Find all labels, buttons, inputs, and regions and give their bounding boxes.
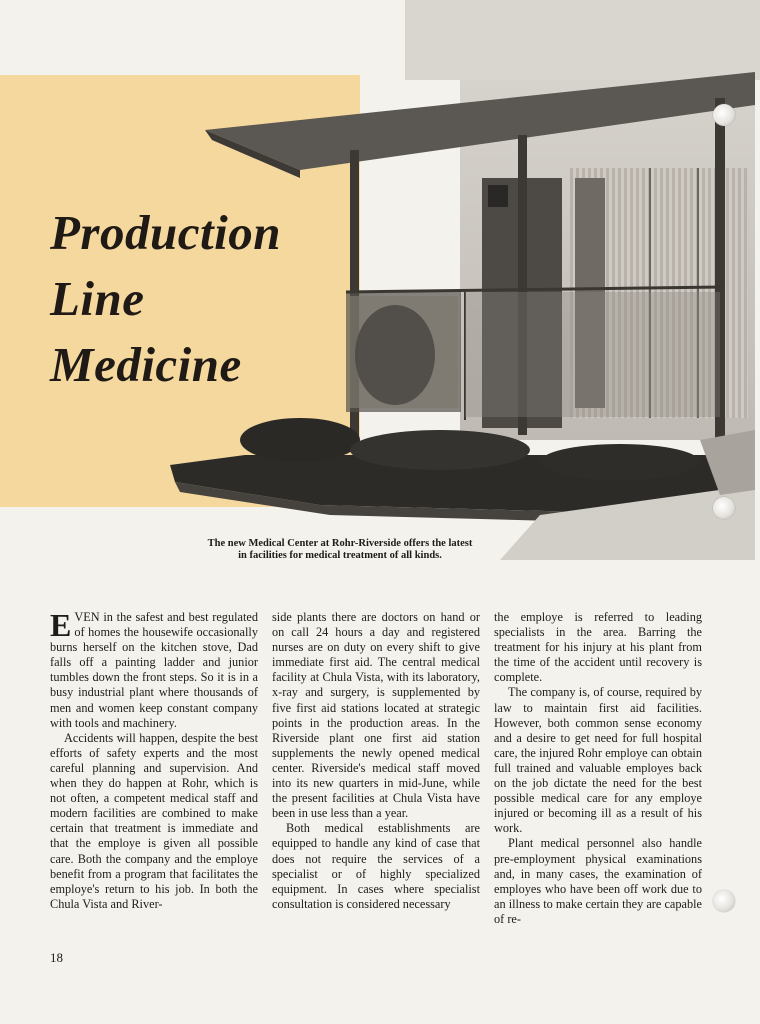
photo-caption (150, 538, 530, 562)
binder-hole (713, 890, 735, 912)
article-paragraph: Accidents will happen, despite the best efforts of safety experts and the most careful planning and supervision. And when they do happen at Rohr, which is not often, a competent medical staff and modern facilities are combined to make certain that treatment is immediate and that the employe is given all possible care. Both the company and the employe benefit from a program that facilitates the employe's return to his job. In both the Chula Vista and River- (50, 730, 258, 911)
article-column-1 (50, 607, 258, 912)
caption-line-2: in facilities for medical treatment of all kinds. (238, 550, 442, 561)
caption-line-1: The new Medical Center at Rohr-Riverside offers the latest (207, 538, 473, 549)
drop-cap: E (50, 607, 72, 643)
paragraph-text: VEN in the safest and best regulated of homes the housewife occasionally burns herself on the kitchen stove, Dad falls off a painting ladder and junior tumbles down the front steps. So it is in a busy industrial plant where thousands of men and women keep constant company with tools and machinery. (50, 610, 258, 730)
article-paragraph: The company is, of course, required by law to maintain first aid facilities. However, both common sense economy and a desire to get need for full hospital care, the injured Rohr employe can obtain full trained and valuable employes back on the job dictate the need for the best possible medical care for any employe injured or becoming ill as a result of his work. (494, 685, 702, 836)
article-paragraph: the employe is referred to leading specialists in the area. Barring the treatment for his injury at his plant from the time of the accident until recovery is complete. (494, 610, 702, 685)
article-column-3 (494, 610, 702, 927)
article-title (50, 200, 281, 398)
title-line-1: Production (50, 205, 281, 260)
binder-hole (713, 104, 735, 126)
article-paragraph: side plants there are doctors on hand or on call 24 hours a day and registered nurses are on duty on every shift to give immediate first aid. The central medical facility at Chula Vista, with its laboratory, x-ray and surgery, is supplemented by five first aid stations located at strategic points in the production areas. In the Riverside plant one first aid station supplements the newly opened medical center. Riverside's medical staff moved into its new quarters in mid-June, while the present facilities at Chula Vista have been in use less than a year. (272, 610, 480, 821)
binder-hole (713, 497, 735, 519)
article-paragraph: Both medical establishments are equipped to handle any kind of case that does not require the services of a specialist or of highly specialized equipment. In cases where specialist consultation is considered necessary (272, 821, 480, 911)
article-paragraph (50, 607, 258, 731)
article-column-2 (272, 610, 480, 912)
article-paragraph: Plant medical personnel also handle pre-employment physical examinations and, in many cases, the examination of employes who have been off work due to an illness to make certain they are capable of re- (494, 836, 702, 926)
title-line-3: Medicine (50, 337, 242, 392)
page-number: 18 (50, 950, 63, 965)
title-line-2: Line (50, 271, 145, 326)
